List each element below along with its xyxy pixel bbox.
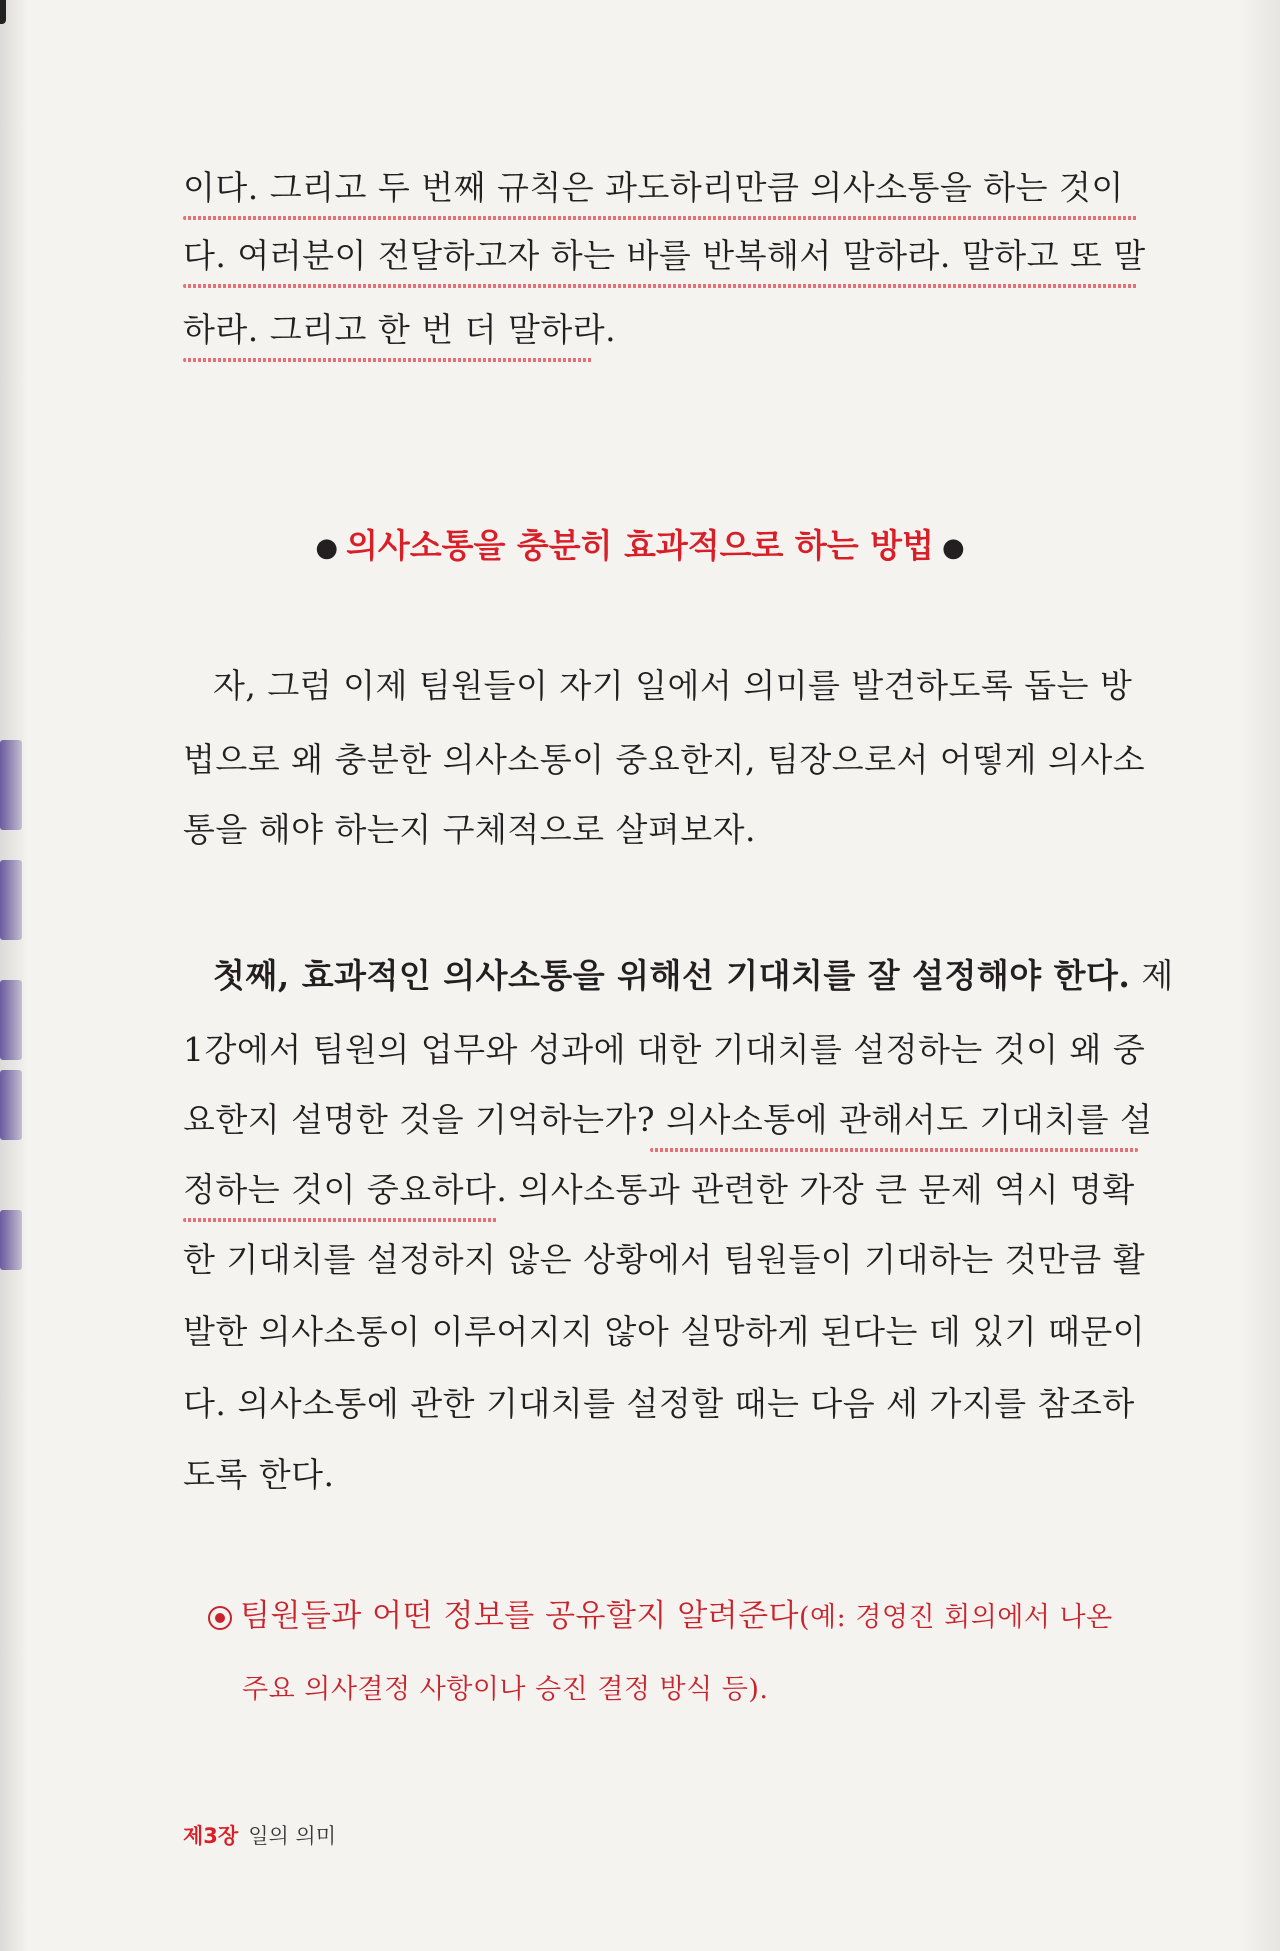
para1-line: 다. 여러분이 전달하고자 하는 바를 반복해서 말하라. 말하고 또 말 [183,236,1146,275]
heading-bullet-icon: ● [941,532,965,563]
para3-line: 요한지 설명한 것을 기억하는가? 의사소통에 관해서도 기대치를 설 [183,1100,1153,1139]
para3-line: 한 기대치를 설정하지 않은 상황에서 팀원들이 기대하는 것만큼 활 [183,1240,1146,1279]
para3-line: 발한 의사소통이 이루어지지 않아 실망하게 된다는 데 있기 때문이 [183,1312,1146,1351]
bullet-continuation: 주요 의사결정 사항이나 승진 결정 방식 등). [242,1674,769,1705]
highlight-underline [183,358,593,362]
ink-bleed-mark [0,980,22,1060]
highlight-underline [650,1148,1138,1152]
bullet-paren: (예: 경영진 회의에서 나온 [799,1602,1113,1633]
bullet-circle-icon [208,1606,232,1630]
ink-bleed-mark [0,1070,22,1140]
para3-bold-lead: 첫째, 효과적인 의사소통을 위해선 기대치를 잘 설정해야 한다. [213,956,1131,995]
page-footer [183,1822,336,1850]
para3-line1-rest: 제 [1130,956,1174,995]
page-edge-mark [0,0,6,24]
para3-line: 1강에서 팀원의 업무와 성과에 대한 기대치를 설정하는 것이 왜 중 [183,1030,1146,1069]
ink-bleed-mark [0,740,22,830]
ink-bleed-mark [0,1210,22,1270]
para3-line: 정하는 것이 중요하다. 의사소통과 관련한 가장 큰 문제 역시 명확 [183,1170,1135,1209]
para2-line: 법으로 왜 충분한 의사소통이 중요한지, 팀장으로서 어떻게 의사소 [183,740,1146,779]
heading-bullet-icon: ● [315,532,339,563]
highlight-underline [183,216,1138,220]
para2-line: 자, 그럼 이제 팀원들이 자기 일에서 의미를 발견하도록 돕는 방 [213,666,1133,705]
section-heading [0,520,1280,574]
para3-line: 다. 의사소통에 관한 기대치를 설정할 때는 다음 세 가지를 참조하 [183,1384,1135,1423]
para2-line: 통을 해야 하는지 구체적으로 살펴보자. [183,810,756,849]
footer-title: 일의 의미 [248,1824,337,1848]
highlight-underline [183,1218,498,1222]
para1-line: 이다. 그리고 두 번째 규칙은 과도하리만큼 의사소통을 하는 것이 [183,168,1124,207]
ink-bleed-mark [0,860,22,940]
bullet-item [208,1596,1113,1638]
para3-line: 도록 한다. [183,1455,335,1494]
footer-chapter: 제3장 [183,1824,239,1848]
bullet-main: 팀원들과 어떤 정보를 공유할지 알려준다 [240,1598,799,1634]
para1-line: 하라. 그리고 한 번 더 말하라. [183,310,617,349]
highlight-underline [183,284,1138,288]
section-heading-text: 의사소통을 충분히 효과적으로 하는 방법 [346,526,934,565]
para3-first-line [213,956,1174,996]
